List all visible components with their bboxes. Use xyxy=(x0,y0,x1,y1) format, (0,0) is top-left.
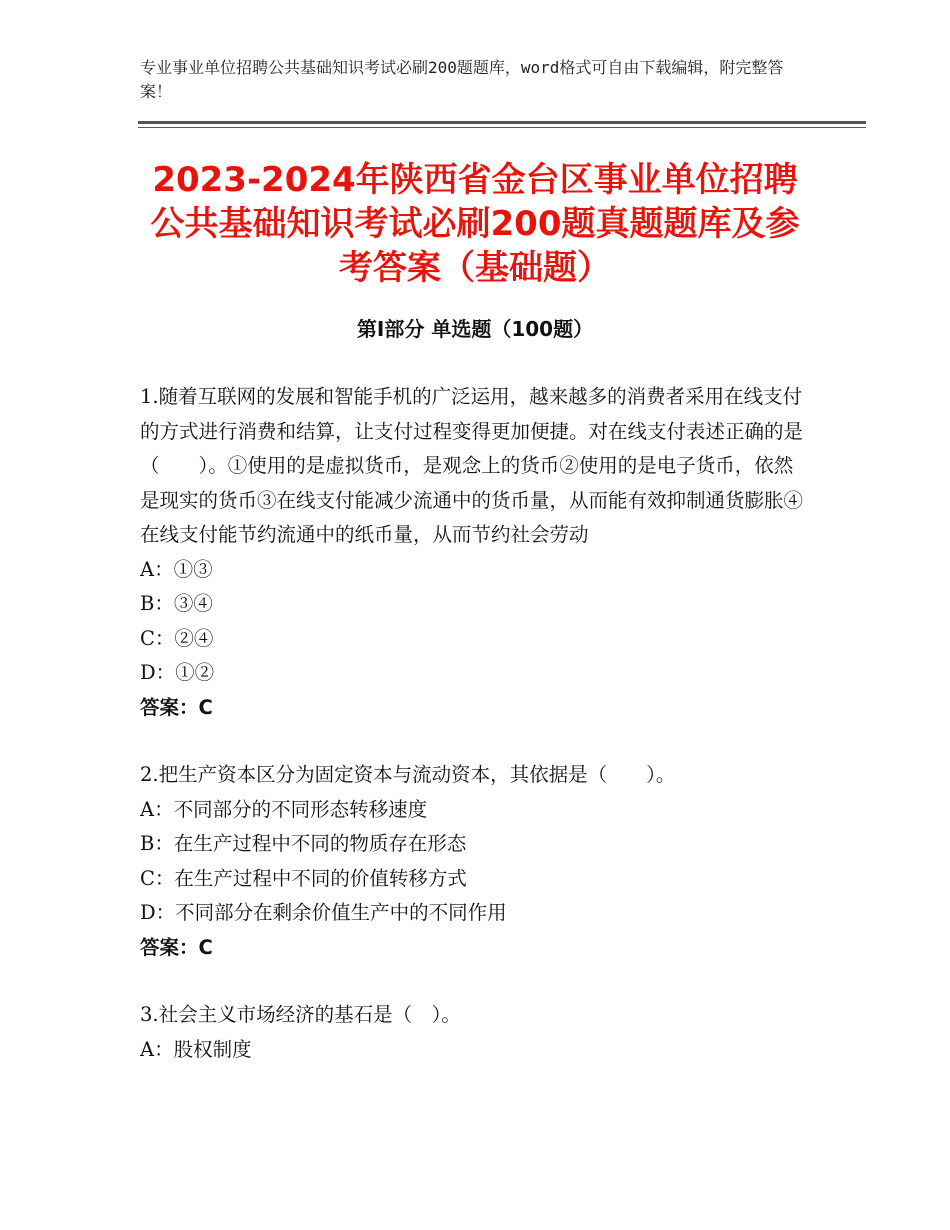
answer: 答案：C xyxy=(140,935,213,959)
option-a: A：股权制度 xyxy=(140,1037,252,1061)
question-stem: 1.随着互联网的发展和智能手机的广泛运用，越来越多的消费者采用在线支付的方式进行消费和结算，让支付过程变得更加便捷。对在线支付表述正确的是（ ）。①使用的是虚拟货币，是观念上的货币②使用的是电子货币，依然是现实的货币③在线支付能减少流通中的货币量，从而能有效抑制通货膨胀④在线支付能节约流通中的纸币量，从而节约社会劳动 xyxy=(140,385,804,546)
section-heading: 第Ⅰ部分 单选题（100题） xyxy=(356,317,594,341)
option-d: D：不同部分在剩余价值生产中的不同作用 xyxy=(140,901,507,924)
document-title: 2023-2024年陕西省金台区事业单位招聘公共基础知识考试必刷200题真题题库及参考答案（基础题） xyxy=(150,160,800,288)
option-c: C：在生产过程中不同的价值转移方式 xyxy=(140,866,467,890)
header-divider-thick xyxy=(138,121,866,124)
answer: 答案：C xyxy=(140,695,213,719)
question-1 xyxy=(140,380,810,725)
option-a: A：①③ xyxy=(140,557,213,581)
header-divider-thin xyxy=(138,127,866,128)
option-c: C：②④ xyxy=(140,626,214,650)
header-note: 专业事业单位招聘公共基础知识考试必刷200题题库，word格式可自由下载编辑，附完整答案！ xyxy=(140,58,784,101)
question-2 xyxy=(140,758,810,965)
question-list xyxy=(140,380,810,1100)
option-b: B：在生产过程中不同的物质存在形态 xyxy=(140,832,467,855)
question-stem: 3.社会主义市场经济的基石是（ ）。 xyxy=(140,1003,461,1026)
option-b: B：③④ xyxy=(140,592,213,615)
option-a: A：不同部分的不同形态转移速度 xyxy=(140,797,428,821)
option-d: D：①② xyxy=(140,661,215,684)
question-3 xyxy=(140,998,810,1067)
question-stem: 2.把生产资本区分为固定资本与流动资本，其依据是（ ）。 xyxy=(140,763,676,786)
